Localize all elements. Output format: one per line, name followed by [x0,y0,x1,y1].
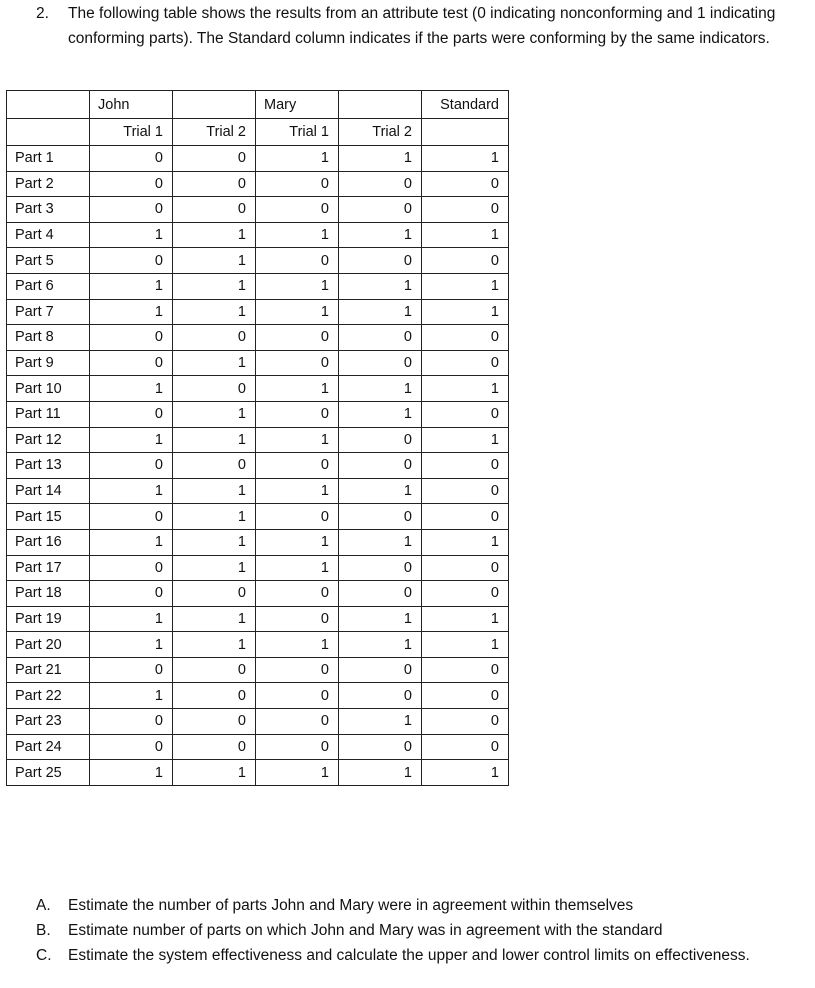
part-label: Part 24 [7,734,90,760]
question-label: A. [36,897,51,914]
standard-value: 1 [422,606,509,632]
mary-trial-1: 0 [256,709,339,735]
mary-trial-1: 0 [256,683,339,709]
header-cell [422,119,509,146]
question-text: Estimate the system effectiveness and calculate the upper and lower control limits on effectiveness. [68,947,750,964]
table-row [7,632,509,658]
mary-trial-2: 1 [339,606,422,632]
table-row [7,734,509,760]
table-row [7,453,509,479]
standard-value: 0 [422,171,509,197]
table-row [7,581,509,607]
mary-trial-1: 0 [256,734,339,760]
standard-value: 1 [422,529,509,555]
header-cell [173,91,256,119]
question-a [36,893,811,918]
john-trial-1: 0 [90,581,173,607]
mary-trial-1: 0 [256,248,339,274]
john-trial-2: 0 [173,171,256,197]
john-trial-2: 1 [173,529,256,555]
standard-value: 0 [422,453,509,479]
john-trial-2: 1 [173,606,256,632]
john-trial-2: 0 [173,657,256,683]
question-c [36,943,811,968]
header-row-appraisers [7,91,509,119]
standard-value: 0 [422,478,509,504]
john-trial-2: 0 [173,376,256,402]
john-trial-2: 0 [173,325,256,351]
mary-trial-2: 0 [339,555,422,581]
standard-value: 0 [422,401,509,427]
mary-trial-2: 0 [339,657,422,683]
header-row-trials [7,119,509,146]
john-trial-1: 1 [90,376,173,402]
question-b [36,918,811,943]
john-trial-2: 1 [173,401,256,427]
part-label: Part 3 [7,197,90,223]
part-label: Part 22 [7,683,90,709]
john-trial-2: 1 [173,350,256,376]
mary-trial-2: 1 [339,401,422,427]
problem-text: The following table shows the results from an attribute test (0 indicating nonconforming and 1 indicating conforming parts). The Standard column indicates if the parts were conforming by the same indicators. [68,5,776,47]
part-label: Part 16 [7,529,90,555]
john-trial-2: 0 [173,453,256,479]
header-mary-trial-2: Trial 2 [339,119,422,146]
standard-value: 1 [422,632,509,658]
part-label: Part 23 [7,709,90,735]
john-trial-1: 1 [90,760,173,786]
john-trial-1: 0 [90,171,173,197]
standard-value: 1 [422,376,509,402]
john-trial-1: 0 [90,657,173,683]
mary-trial-2: 0 [339,197,422,223]
john-trial-2: 1 [173,478,256,504]
john-trial-1: 1 [90,683,173,709]
part-label: Part 1 [7,146,90,172]
mary-trial-2: 1 [339,222,422,248]
mary-trial-1: 1 [256,222,339,248]
john-trial-1: 0 [90,401,173,427]
mary-trial-2: 1 [339,478,422,504]
standard-value: 0 [422,709,509,735]
part-label: Part 20 [7,632,90,658]
header-cell [7,91,90,119]
mary-trial-1: 1 [256,478,339,504]
table-row [7,504,509,530]
mary-trial-2: 1 [339,376,422,402]
standard-value: 1 [422,299,509,325]
mary-trial-2: 0 [339,504,422,530]
john-trial-1: 0 [90,325,173,351]
question-label: B. [36,922,51,939]
mary-trial-2: 1 [339,529,422,555]
mary-trial-2: 0 [339,171,422,197]
mary-trial-1: 0 [256,581,339,607]
mary-trial-2: 0 [339,734,422,760]
john-trial-2: 0 [173,683,256,709]
john-trial-1: 0 [90,197,173,223]
mary-trial-1: 1 [256,273,339,299]
john-trial-2: 0 [173,146,256,172]
mary-trial-1: 1 [256,760,339,786]
table-row [7,197,509,223]
table-row [7,171,509,197]
question-label: C. [36,947,52,964]
john-trial-2: 1 [173,760,256,786]
part-label: Part 14 [7,478,90,504]
header-john-trial-1: Trial 1 [90,119,173,146]
part-label: Part 4 [7,222,90,248]
standard-value: 0 [422,734,509,760]
part-label: Part 5 [7,248,90,274]
john-trial-1: 0 [90,146,173,172]
standard-value: 0 [422,504,509,530]
mary-trial-1: 1 [256,146,339,172]
header-standard: Standard [422,91,509,119]
standard-value: 0 [422,555,509,581]
mary-trial-1: 0 [256,657,339,683]
table-row [7,683,509,709]
question-list [36,893,811,968]
part-label: Part 12 [7,427,90,453]
table-row [7,401,509,427]
table-row [7,350,509,376]
table-row [7,325,509,351]
mary-trial-1: 0 [256,453,339,479]
table-row [7,555,509,581]
john-trial-1: 0 [90,734,173,760]
mary-trial-2: 0 [339,581,422,607]
john-trial-2: 0 [173,197,256,223]
john-trial-2: 1 [173,504,256,530]
john-trial-1: 1 [90,222,173,248]
table-row [7,760,509,786]
mary-trial-2: 1 [339,760,422,786]
mary-trial-1: 1 [256,555,339,581]
john-trial-1: 0 [90,248,173,274]
john-trial-2: 1 [173,299,256,325]
table-row [7,273,509,299]
john-trial-2: 0 [173,734,256,760]
mary-trial-2: 0 [339,427,422,453]
table-row [7,606,509,632]
john-trial-1: 1 [90,478,173,504]
john-trial-2: 1 [173,427,256,453]
john-trial-2: 0 [173,709,256,735]
part-label: Part 2 [7,171,90,197]
mary-trial-1: 0 [256,325,339,351]
standard-value: 0 [422,683,509,709]
table-row [7,376,509,402]
mary-trial-1: 1 [256,376,339,402]
header-john-trial-2: Trial 2 [173,119,256,146]
part-label: Part 10 [7,376,90,402]
mary-trial-1: 1 [256,299,339,325]
mary-trial-2: 0 [339,350,422,376]
mary-trial-1: 0 [256,401,339,427]
john-trial-2: 0 [173,581,256,607]
standard-value: 0 [422,581,509,607]
standard-value: 1 [422,222,509,248]
mary-trial-2: 0 [339,325,422,351]
part-label: Part 19 [7,606,90,632]
john-trial-1: 1 [90,299,173,325]
problem-number: 2. [36,5,49,22]
mary-trial-2: 0 [339,248,422,274]
part-label: Part 15 [7,504,90,530]
john-trial-1: 1 [90,606,173,632]
header-john: John [90,91,173,119]
john-trial-1: 1 [90,529,173,555]
question-text: Estimate number of parts on which John and Mary was in agreement with the standard [68,922,663,939]
mary-trial-1: 0 [256,171,339,197]
header-cell [339,91,422,119]
mary-trial-1: 0 [256,350,339,376]
mary-trial-2: 0 [339,683,422,709]
standard-value: 1 [422,427,509,453]
mary-trial-1: 0 [256,606,339,632]
part-label: Part 17 [7,555,90,581]
john-trial-2: 1 [173,222,256,248]
part-label: Part 25 [7,760,90,786]
mary-trial-1: 0 [256,197,339,223]
table-row [7,146,509,172]
mary-trial-2: 1 [339,273,422,299]
john-trial-2: 1 [173,555,256,581]
john-trial-1: 0 [90,504,173,530]
mary-trial-2: 0 [339,453,422,479]
standard-value: 0 [422,325,509,351]
part-label: Part 21 [7,657,90,683]
standard-value: 1 [422,273,509,299]
john-trial-2: 1 [173,248,256,274]
table-row [7,478,509,504]
table-row [7,248,509,274]
mary-trial-1: 1 [256,632,339,658]
header-mary: Mary [256,91,339,119]
part-label: Part 11 [7,401,90,427]
header-mary-trial-1: Trial 1 [256,119,339,146]
mary-trial-1: 1 [256,427,339,453]
john-trial-1: 0 [90,453,173,479]
mary-trial-2: 1 [339,709,422,735]
mary-trial-1: 0 [256,504,339,530]
mary-trial-2: 1 [339,632,422,658]
john-trial-1: 1 [90,632,173,658]
part-label: Part 7 [7,299,90,325]
john-trial-1: 0 [90,709,173,735]
john-trial-1: 1 [90,427,173,453]
mary-trial-1: 1 [256,529,339,555]
standard-value: 1 [422,146,509,172]
john-trial-2: 1 [173,273,256,299]
part-label: Part 9 [7,350,90,376]
question-text: Estimate the number of parts John and Mary were in agreement within themselves [68,897,634,914]
table-row [7,529,509,555]
mary-trial-2: 1 [339,146,422,172]
john-trial-1: 1 [90,273,173,299]
john-trial-2: 1 [173,632,256,658]
part-label: Part 6 [7,273,90,299]
mary-trial-2: 1 [339,299,422,325]
part-label: Part 18 [7,581,90,607]
table-row [7,299,509,325]
table-row [7,427,509,453]
standard-value: 0 [422,350,509,376]
header-cell [7,119,90,146]
standard-value: 0 [422,248,509,274]
standard-value: 0 [422,657,509,683]
table-row [7,709,509,735]
problem-statement [36,2,811,51]
john-trial-1: 0 [90,350,173,376]
table-row [7,222,509,248]
john-trial-1: 0 [90,555,173,581]
standard-value: 0 [422,197,509,223]
attribute-test-table [6,90,509,786]
part-label: Part 8 [7,325,90,351]
table-row [7,657,509,683]
standard-value: 1 [422,760,509,786]
part-label: Part 13 [7,453,90,479]
